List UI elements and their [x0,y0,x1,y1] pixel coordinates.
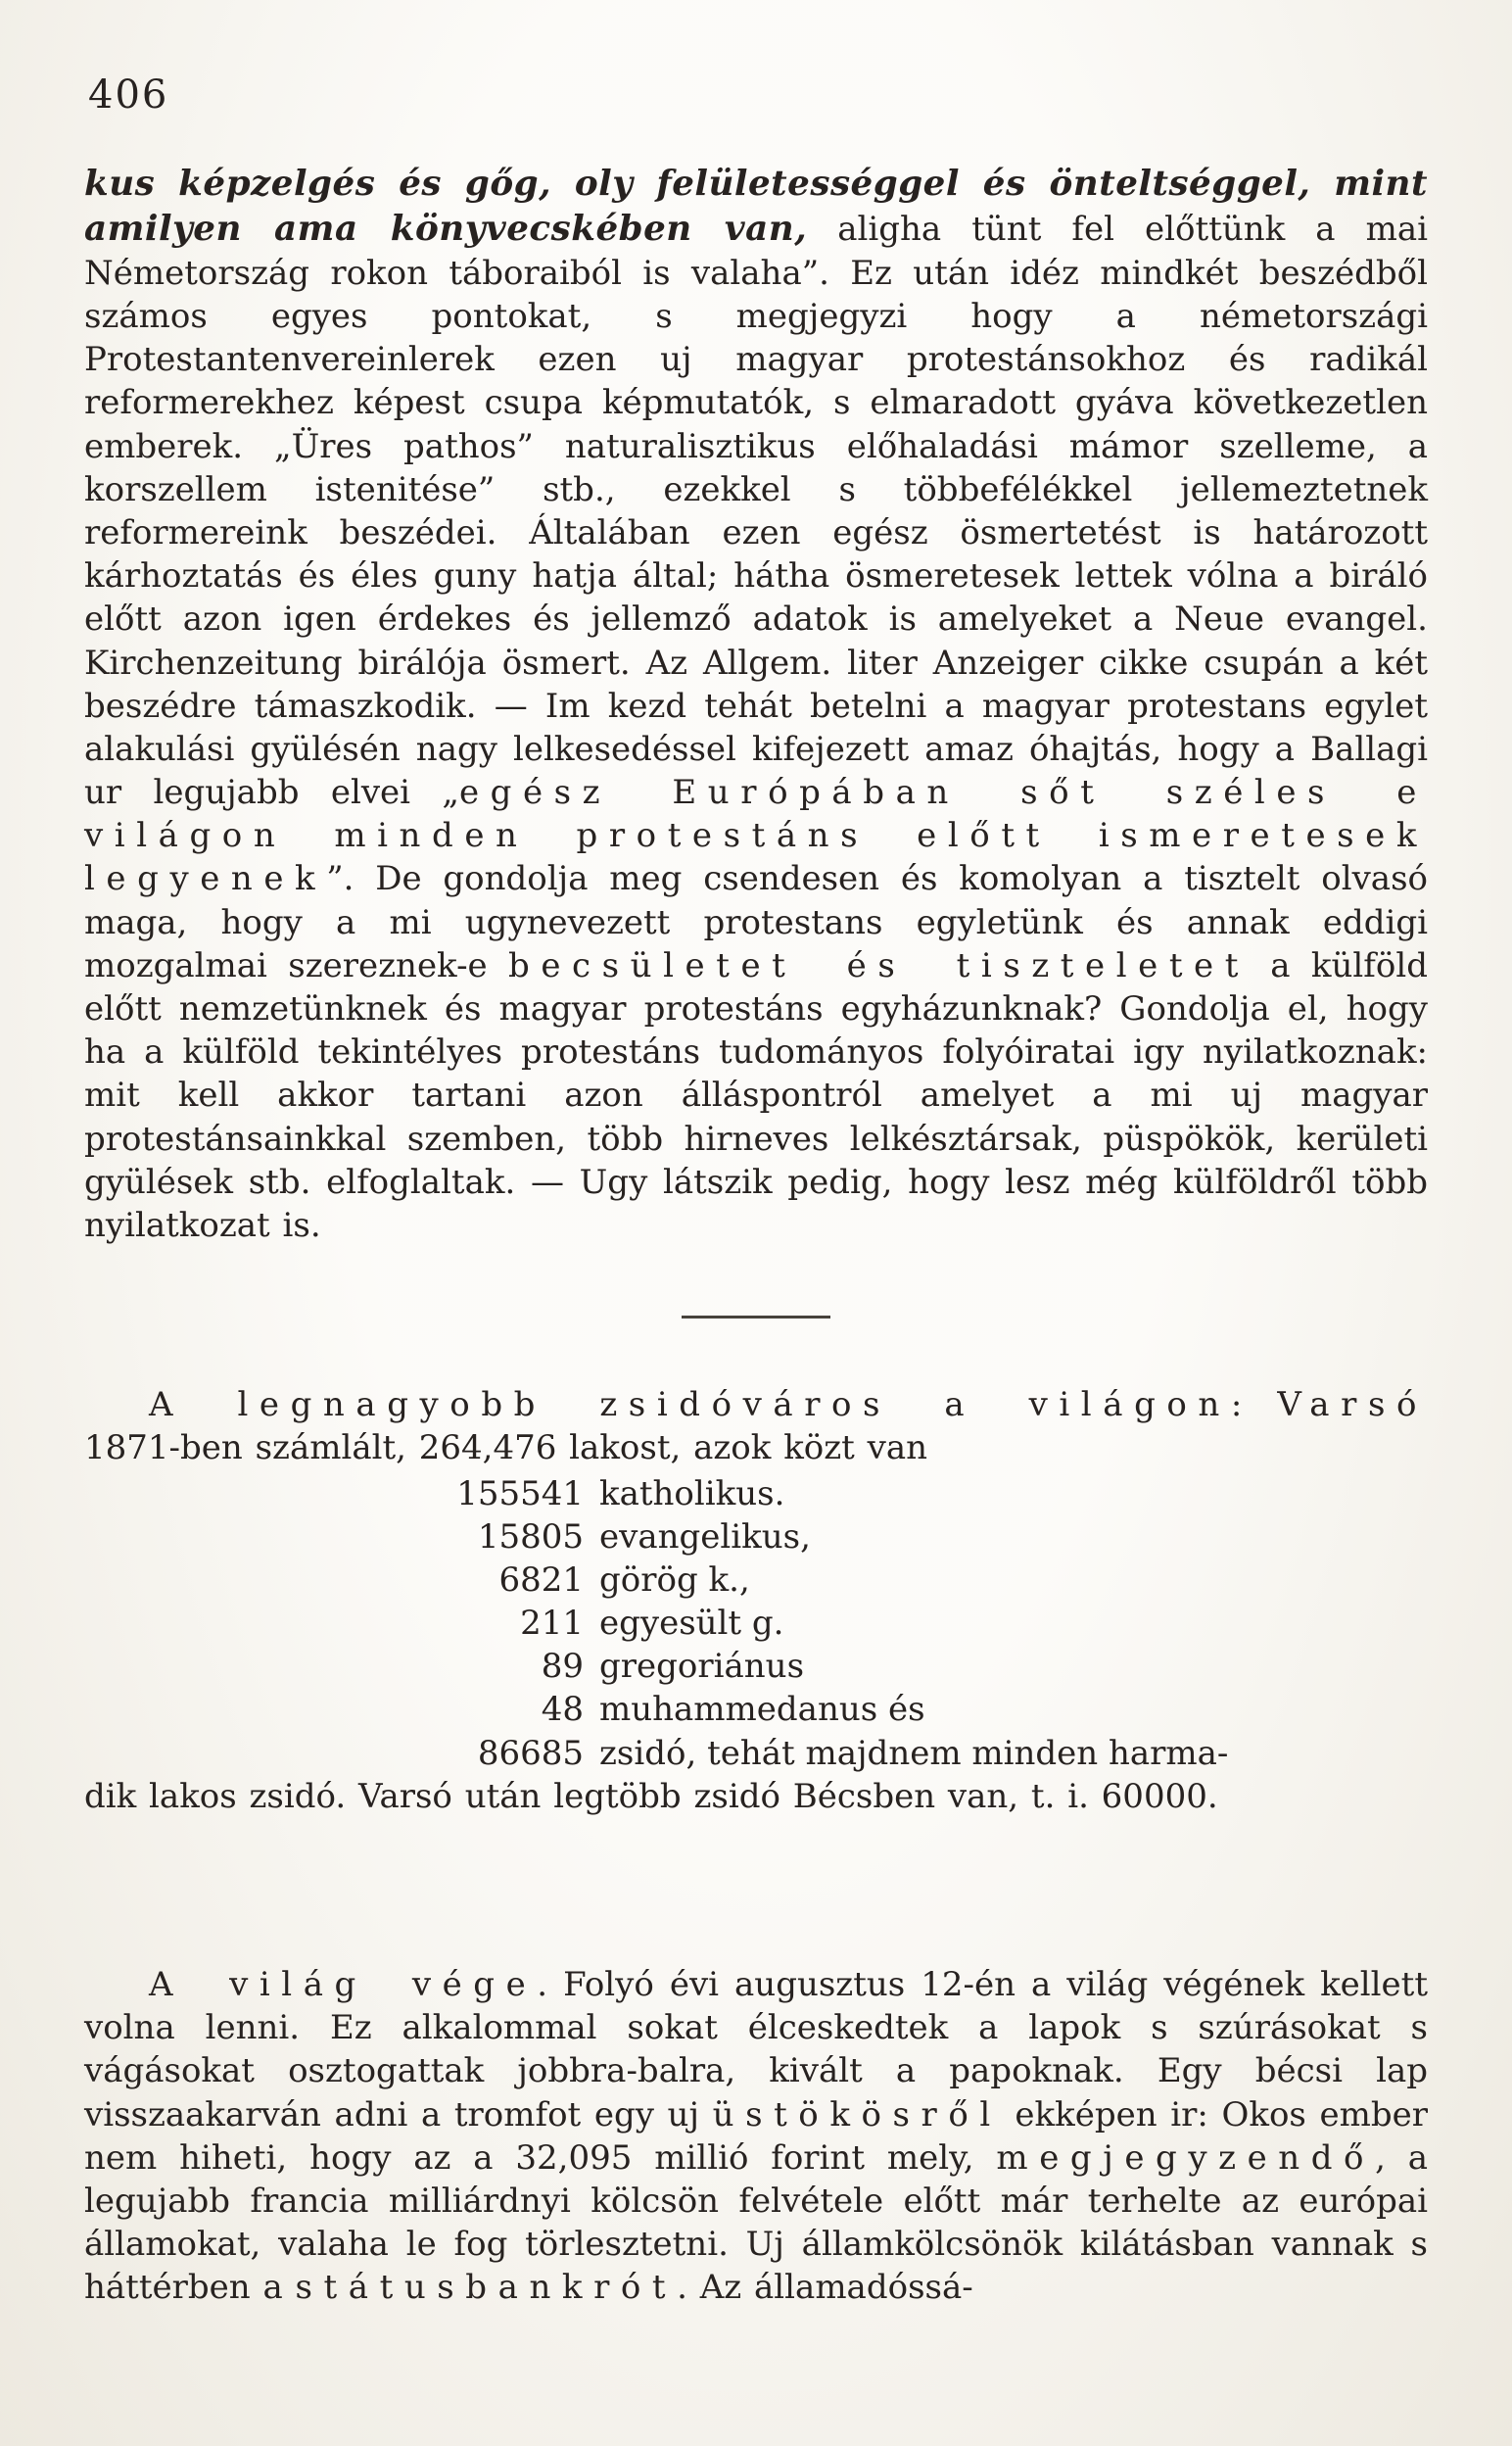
text-segment-normal [1253,1385,1277,1424]
paragraph-book-review [84,161,1428,1247]
text-segment-spaced: státusbankrót [295,2268,678,2308]
section-divider [84,1304,1428,1322]
stat-row-evangelikus [425,1515,1428,1559]
stat-label: muhammedanus és [599,1690,925,1730]
text-segment-bold-italic: kus képzelgés és gőg, oly felületességgel és önteltséggel, mint amilyen ama könyvecskében van, [84,163,1428,250]
stat-row-gorog [425,1559,1428,1602]
stat-label: katholikus. [599,1473,785,1513]
paragraph-warsaw-intro [84,1383,1428,1469]
paragraph-world-end [84,1963,1428,2310]
stat-label: egyesült g. [599,1604,784,1644]
page-number: 406 [88,72,169,118]
stat-row-zsido [425,1732,1428,1775]
stat-row-muhammedanus [425,1688,1428,1731]
text-segment-spaced: üstökösről [712,2094,1002,2134]
text-segment-normal: a külföld előtt nemzetünknek és magyar protestáns egyházunknak? Gondolja el, hogy ha a külföld tekintélyes protestáns tudományos folyóiratai igy nyilatkoznak: mit kell akkor tartani azon álláspontról amelyet a mi uj magyar protestánsainkkal szemben, több hirneves lelkésztársak, püspökök, kerületi gyülések stb. elfoglaltak. — Ugy látszik pedig, hogy lesz még külföldről több nyilatkozat is. [84,945,1428,1245]
section-gap [84,1818,1428,1963]
text-segment-normal: . Az államadóssá- [677,2268,973,2308]
text-segment-normal: , a legujabb francia milliárdnyi kölcsön felvétele előtt már terhelte az európai államokat, valaha le fog törlesztetni. Uj államkölcsönök kilátásban vannak s háttérben a [84,2137,1428,2308]
text-segment-spaced: egész Európában sőt széles e világon minden protestáns előtt ismeretesek legyenek [84,773,1428,899]
text-segment-spaced: A világ vége [149,1965,538,2004]
stat-row-egyesult [425,1602,1428,1645]
stat-number: 155541 [456,1473,584,1513]
stat-number: 211 [520,1604,584,1644]
stat-row-gregorianus [425,1645,1428,1688]
text-segment-spaced: A legnagyobb zsidóváros a világon: [149,1385,1253,1425]
stat-number: 86685 [477,1733,584,1773]
text-segment-spaced: Varsó [1277,1385,1428,1425]
text-segment-normal: 1871-ben számlált, 264,476 lakost, azok közt van [84,1428,928,1468]
stat-number: 89 [541,1647,584,1687]
religion-statistics-list [425,1472,1428,1775]
text-segment-normal: ekképen ir: Okos ember nem hiheti, hogy az a 32,095 millió forint mely, [84,2094,1428,2178]
stat-label: gregoriánus [599,1647,805,1687]
text-segment-normal: aligha tünt fel előttünk a mai Németország rokon táboraiból is valaha”. Ez után idéz mindkét beszédből számos egyes pontokat, s megjegyzi hogy a németországi Protestantenvereinlerek ezen uj magyar protestánsokhoz és radikál reformerekhez képest csupa képmutatók, s elmaradott gyáva következetlen emberek. „Üres pathos” naturalisztikus előhaladási mámor szelleme, a korszellem istenitése” stb., ezekkel s többefélékkel jellemeztetnek reformereink beszédei. Általában ezen egész ösmertetést is határozott kárhoztatás és éles guny hatja által; hátha ösmeretesek lettek vólna a biráló előtt azon igen érdekes és jellemző adatok is amelyeket a Neue evangel. Kirchenzeitung birálója ösmert. Az Allgem. liter Anzeiger cikke csupán a két beszédre támaszkodik. — Im kezd tehát betelni a magyar protestans egylet alakulási gyülésén nagy lelkesedéssel kifejezett amaz óhajtás, hogy a Ballagi ur legujabb elvei „ [84,210,1429,813]
section-warsaw-statistics [84,1383,1428,1818]
stat-number: 48 [541,1690,584,1730]
stat-label: görög k., [599,1559,750,1600]
stat-label: evangelikus, [599,1516,811,1557]
stat-number: 6821 [498,1559,584,1600]
divider-rule [682,1316,830,1319]
text-segment-spaced: megjegyzendő [996,2137,1376,2178]
stat-row-katholikus [425,1472,1428,1515]
text-segment-spaced: becsületet és tiszteletet [508,945,1250,985]
stat-number: 15805 [477,1516,584,1557]
section-world-end [84,1963,1428,2310]
text-segment-normal: ”. De gondolja meg csendesen és komolyan a tisztelt olvasó maga, hogy a mi ugynevezett protestans egyletünk és annak eddigi mozgalmai szereznek-e [84,859,1428,985]
stat-label: zsidó, tehát majdnem minden harma- [599,1733,1229,1773]
text-segment-normal: . Folyó évi augusztus 12-én a világ végének kellett volna lenni. Ez alkalommal sokat élceskedtek a lapok s szúrásokat s vágásokat osztogattak jobbra-balra, kivált a papoknak. Egy bécsi lap visszaakarván adni a tromfot egy uj [84,1965,1428,2134]
paragraph-warsaw-outro: dik lakos zsidó. Varsó után legtöbb zsidó Bécsben van, t. i. 60000. [84,1776,1218,1816]
